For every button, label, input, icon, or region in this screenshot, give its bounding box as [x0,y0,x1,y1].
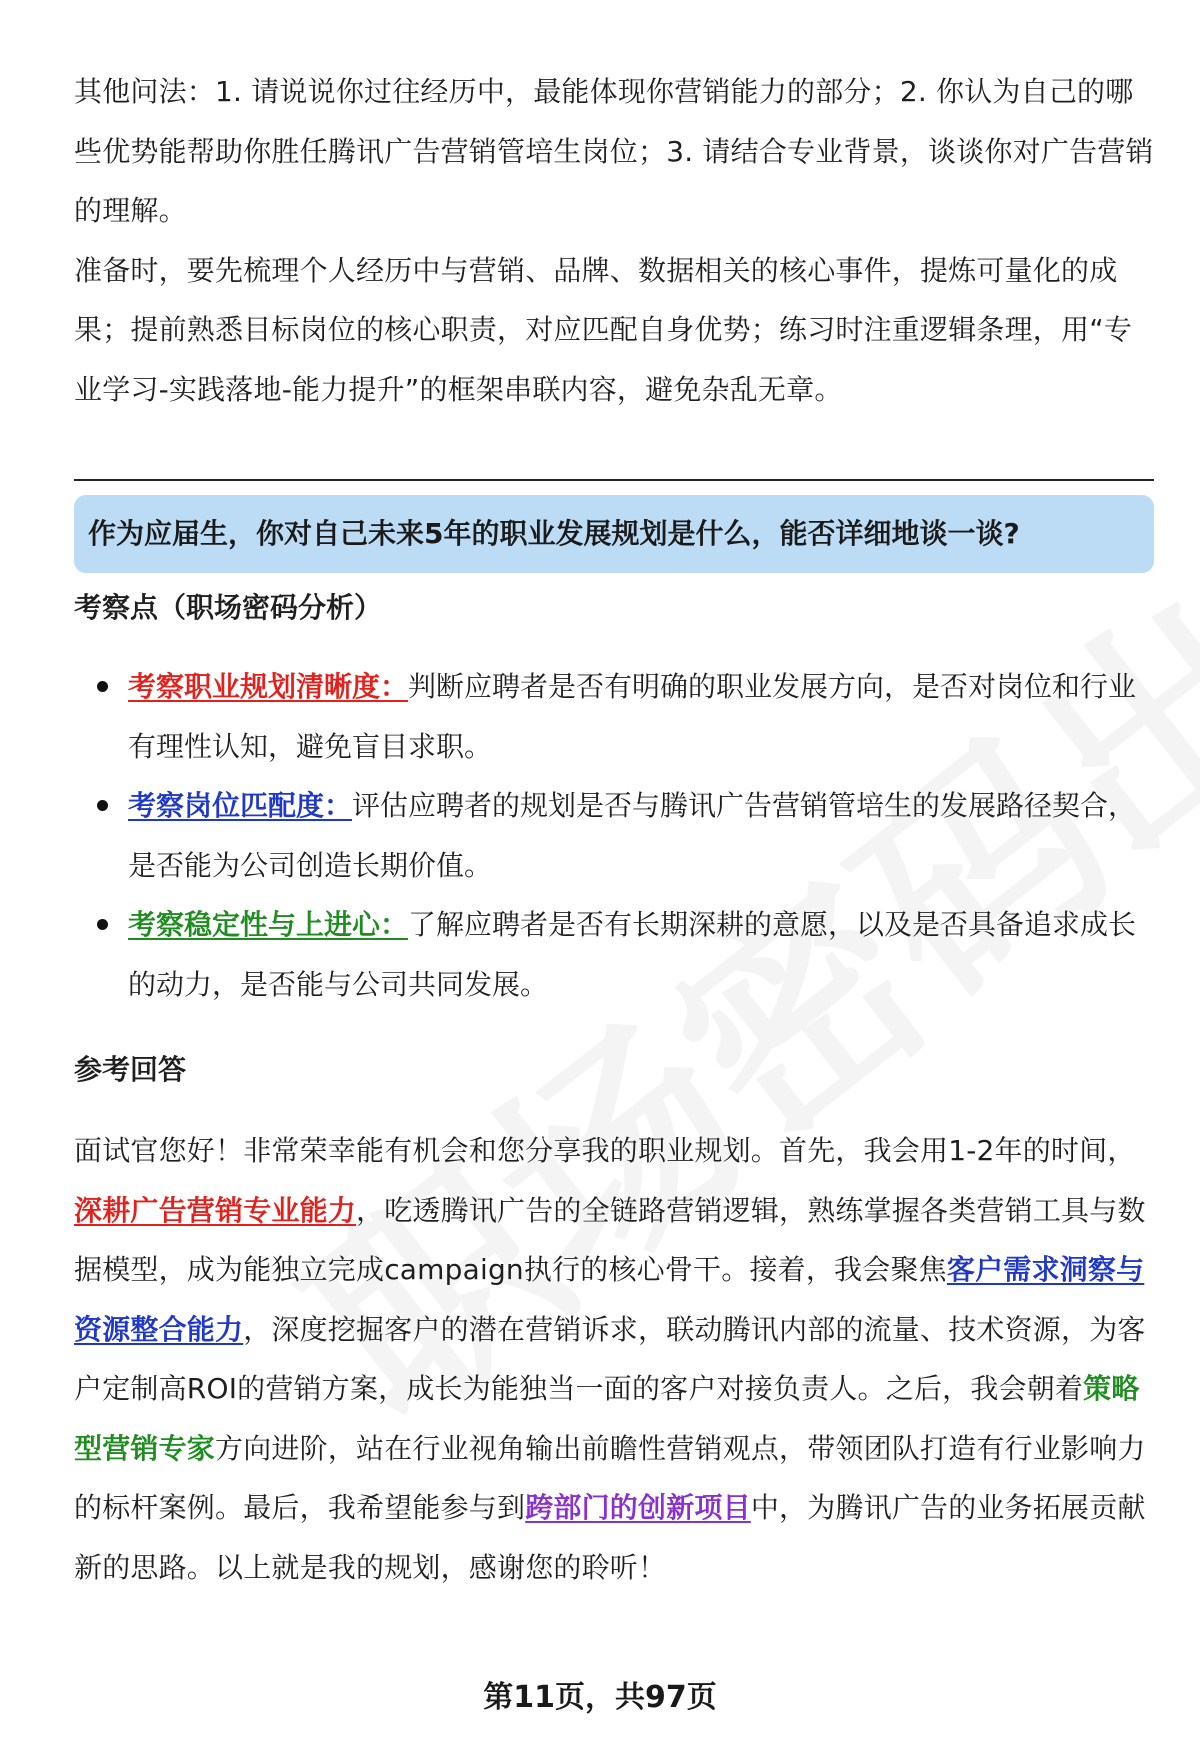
answer-text: ，吃透腾讯广告的全链路营销逻辑，熟练掌握各类营销工具与数据模型，成为能独立完成campaign执行的核心骨干。接着，我会聚焦 [74,1193,1146,1286]
answer-highlight: 策略型营销专家 [74,1372,1140,1465]
answer-highlight: 深耕广告营销专业能力 [74,1193,357,1227]
analysis-point [74,657,1154,776]
analysis-points [74,657,1154,1014]
point-text: 评估应聘者的规划是否与腾讯广告营销管培生的发展路径契合，是否能为公司创造长期价值。 [128,789,1137,882]
analysis-heading: 考察点（职场密码分析） [74,591,383,624]
analysis-point [74,776,1154,895]
point-label: 考察岗位匹配度： [128,789,353,822]
answer-highlight: 跨部门的创新项目 [525,1491,751,1524]
answer-paragraph [74,1121,1154,1597]
answer-text: 中，为腾讯广告的业务拓展贡献新的思路。以上就是我的规划，感谢您的聆听！ [74,1491,1146,1584]
intro-paragraph-2: 准备时，要先梳理个人经历中与营销、品牌、数据相关的核心事件，提炼可量化的成果；提前熟悉目标岗位的核心职责，对应匹配自身优势；练习时注重逻辑条理，用“专业学习-实践落地-能力提升”的框架串联内容，避免杂乱无章。 [74,253,1133,406]
intro-paragraph-1: 其他问法：1. 请说说你过往经历中，最能体现你营销能力的部分；2. 你认为自己的哪些优势能帮助你胜任腾讯广告营销管培生岗位；3. 请结合专业背景，谈谈你对广告营销的理解。 [74,75,1154,227]
point-label: 考察稳定性与上进心： [128,908,409,941]
answer-highlight: 客户需求洞察与资源整合能力 [74,1253,1145,1346]
bullet-icon [97,681,108,692]
analysis-point [74,895,1154,1014]
point-text: 了解应聘者是否有长期深耕的意愿，以及是否具备追求成长的动力，是否能与公司共同发展。 [128,908,1137,1001]
answer-text: 面试官您好！非常荣幸能有机会和您分享我的职业规划。首先，我会用1-2年的时间， [74,1134,1136,1167]
bullet-icon [97,800,108,811]
question-box: 作为应届生，你对自己未来5年的职业发展规划是什么，能否详细地谈一谈? [74,495,1154,573]
document-page [74,62,1154,1597]
bullet-icon [97,919,108,930]
answer-text: ，深度挖掘客户的潜在营销诉求，联动腾讯内部的流量、技术资源，为客户定制高ROI的营销方案，成长为能独当一面的客户对接负责人。之后，我会朝着 [74,1312,1146,1405]
answer-text: 方向进阶，站在行业视角输出前瞻性营销观点，带领团队打造有行业影响力的标杆案例。最后，我希望能参与到 [74,1431,1146,1524]
point-label: 考察职业规划清晰度： [128,670,409,703]
answer-heading: 参考回答 [74,1053,187,1086]
section-divider [74,479,1154,481]
page-number: 第11页，共97页 [483,1680,717,1715]
point-text: 判断应聘者是否有明确的职业发展方向，是否对岗位和行业有理性认知，避免盲目求职。 [128,670,1137,763]
